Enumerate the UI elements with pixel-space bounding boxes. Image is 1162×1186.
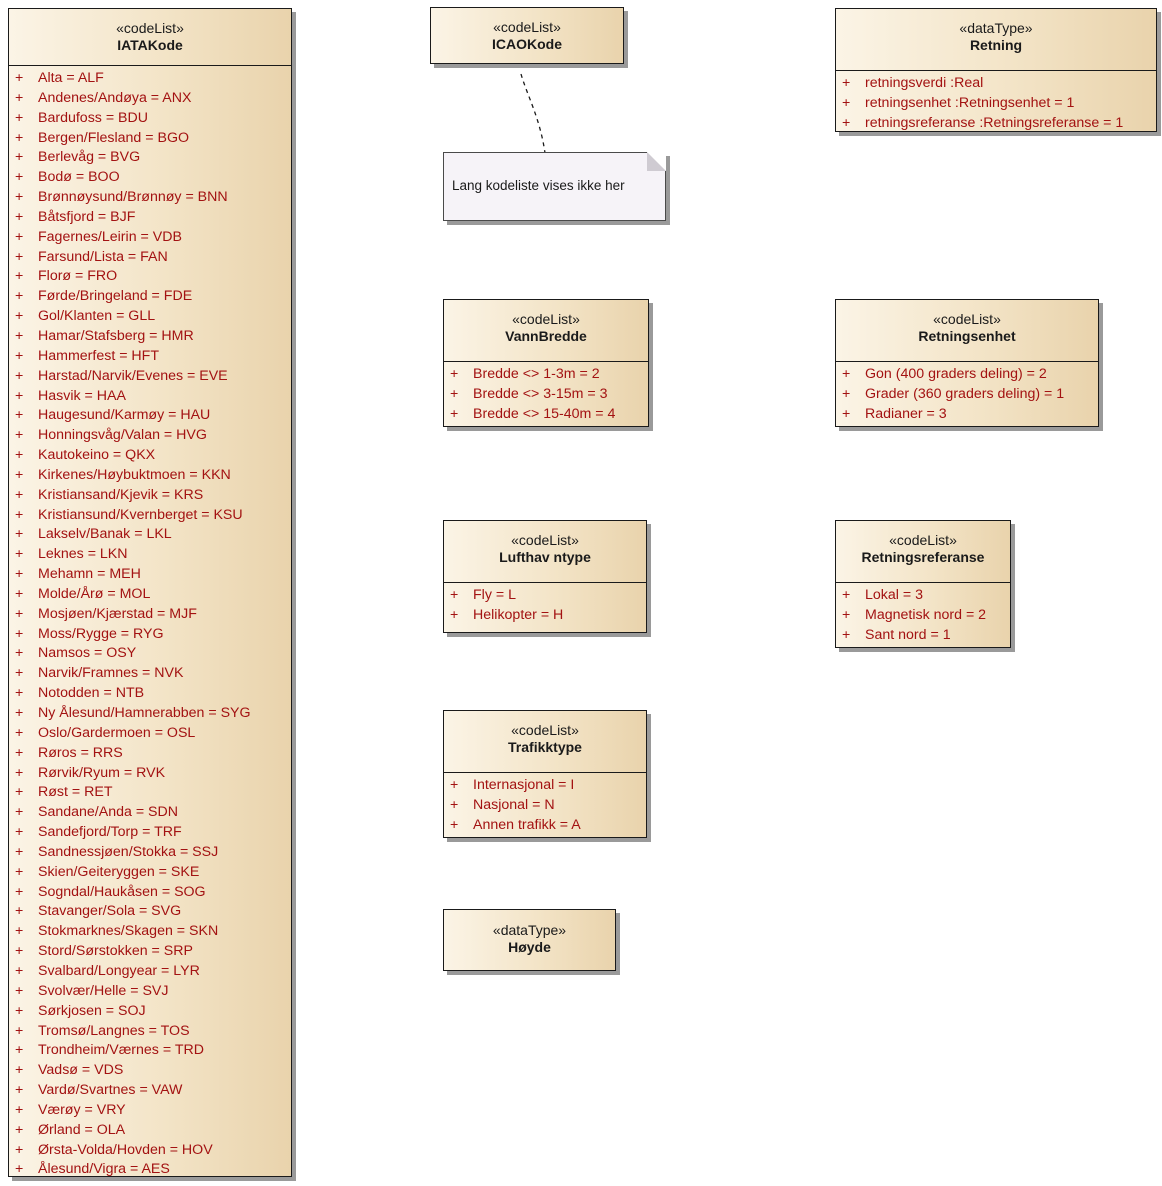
attribute-row[interactable] bbox=[836, 74, 1156, 94]
attribute-text: retningsverdi :Real bbox=[865, 75, 984, 91]
public-visibility-icon: + bbox=[15, 824, 24, 841]
public-visibility-icon: + bbox=[15, 1062, 24, 1079]
public-visibility-icon: + bbox=[15, 228, 24, 245]
attribute-row[interactable] bbox=[836, 586, 1010, 606]
attribute-text: Andenes/Andøya = ANX bbox=[38, 89, 192, 106]
public-visibility-icon: + bbox=[15, 407, 24, 424]
attribute-row[interactable] bbox=[9, 962, 291, 982]
public-visibility-icon: + bbox=[15, 1161, 24, 1178]
attribute-row[interactable] bbox=[836, 365, 1098, 385]
attribute-row[interactable] bbox=[9, 744, 291, 764]
attribute-row[interactable] bbox=[444, 385, 648, 405]
public-visibility-icon: + bbox=[450, 587, 459, 603]
attribute-row[interactable] bbox=[9, 545, 291, 565]
class-iatakode[interactable] bbox=[8, 8, 292, 1177]
attribute-text: Oslo/Gardermoen = OSL bbox=[38, 724, 196, 741]
attribute-row[interactable] bbox=[9, 625, 291, 645]
attribute-list bbox=[836, 361, 1098, 425]
attribute-text: Kristiansand/Kjevik = KRS bbox=[38, 486, 204, 503]
attribute-text: Bredde <> 15-40m = 4 bbox=[473, 405, 616, 422]
attribute-text: Fly = L bbox=[473, 587, 516, 603]
attribute-text: Narvik/Framnes = NVK bbox=[38, 665, 184, 682]
public-visibility-icon: + bbox=[15, 605, 24, 622]
attribute-row[interactable] bbox=[9, 1121, 291, 1141]
attribute-text: Mehamn = MEH bbox=[38, 566, 141, 583]
public-visibility-icon: + bbox=[842, 75, 851, 91]
class-name: Retningsreferanse bbox=[861, 549, 985, 565]
attribute-text: Kautokeino = QKX bbox=[38, 447, 156, 464]
public-visibility-icon: + bbox=[15, 724, 24, 741]
attribute-row[interactable] bbox=[9, 69, 291, 89]
public-visibility-icon: + bbox=[15, 248, 24, 265]
attribute-text: Kirkenes/Høybuktmoen = KKN bbox=[38, 466, 231, 483]
public-visibility-icon: + bbox=[450, 385, 459, 402]
class-name: ICAOKode bbox=[492, 36, 562, 52]
public-visibility-icon: + bbox=[15, 70, 24, 86]
public-visibility-icon: + bbox=[15, 705, 24, 721]
public-visibility-icon: + bbox=[15, 784, 24, 801]
public-visibility-icon: + bbox=[15, 526, 24, 543]
attribute-row[interactable] bbox=[9, 109, 291, 129]
attribute-row[interactable] bbox=[9, 902, 291, 922]
public-visibility-icon: + bbox=[15, 843, 24, 860]
attribute-text: Bredde <> 3-15m = 3 bbox=[473, 385, 608, 402]
attribute-text: Nasjonal = N bbox=[473, 796, 555, 813]
public-visibility-icon: + bbox=[15, 685, 24, 702]
attribute-row[interactable] bbox=[9, 704, 291, 724]
attribute-row[interactable] bbox=[9, 367, 291, 387]
attribute-row[interactable] bbox=[9, 406, 291, 426]
attribute-text: Bergen/Flesland = BGO bbox=[38, 129, 190, 146]
public-visibility-icon: + bbox=[15, 89, 24, 106]
class-retningsenhet[interactable] bbox=[835, 299, 1099, 427]
attribute-text: Kristiansund/Kvernberget = KSU bbox=[38, 506, 243, 523]
attribute-text: Brønnøysund/Brønnøy = BNN bbox=[38, 189, 228, 206]
public-visibility-icon: + bbox=[15, 645, 24, 662]
public-visibility-icon: + bbox=[15, 506, 24, 523]
attribute-text: Annen trafikk = A bbox=[473, 816, 581, 833]
attribute-row[interactable] bbox=[9, 188, 291, 208]
attribute-text: Radianer = 3 bbox=[865, 405, 947, 422]
attribute-text: Trondheim/Værnes = TRD bbox=[38, 1042, 204, 1059]
attribute-text: Moss/Rygge = RYG bbox=[38, 625, 164, 642]
attribute-text: Bredde <> 1-3m = 2 bbox=[473, 366, 600, 382]
attribute-text: Notodden = NTB bbox=[38, 685, 145, 702]
stereotype-label: «codeList» bbox=[933, 311, 1001, 327]
public-visibility-icon: + bbox=[15, 288, 24, 305]
attribute-row[interactable] bbox=[9, 843, 291, 863]
attribute-text: Sandefjord/Torp = TRF bbox=[38, 824, 182, 841]
attribute-row[interactable] bbox=[444, 776, 646, 796]
public-visibility-icon: + bbox=[15, 367, 24, 384]
attribute-row[interactable] bbox=[9, 823, 291, 843]
attribute-row[interactable] bbox=[836, 626, 1010, 646]
attribute-row[interactable] bbox=[9, 148, 291, 168]
public-visibility-icon: + bbox=[15, 923, 24, 940]
attribute-row[interactable] bbox=[9, 1041, 291, 1061]
attribute-text: Leknes = LKN bbox=[38, 546, 128, 563]
attribute-row[interactable] bbox=[9, 446, 291, 466]
public-visibility-icon: + bbox=[15, 764, 24, 781]
attribute-row[interactable] bbox=[9, 89, 291, 109]
attribute-row[interactable] bbox=[836, 114, 1156, 134]
public-visibility-icon: + bbox=[450, 796, 459, 813]
attribute-text: Ørland = OLA bbox=[38, 1121, 126, 1138]
public-visibility-icon: + bbox=[15, 327, 24, 344]
attribute-row[interactable] bbox=[9, 764, 291, 784]
attribute-text: Grader (360 graders deling) = 1 bbox=[865, 385, 1065, 402]
attribute-row[interactable] bbox=[9, 248, 291, 268]
public-visibility-icon: + bbox=[15, 962, 24, 979]
attribute-row[interactable] bbox=[9, 486, 291, 506]
public-visibility-icon: + bbox=[15, 943, 24, 960]
public-visibility-icon: + bbox=[15, 1101, 24, 1118]
attribute-text: Stord/Sørstokken = SRP bbox=[38, 943, 193, 960]
public-visibility-icon: + bbox=[842, 366, 851, 382]
attribute-row[interactable] bbox=[444, 365, 648, 385]
attribute-list bbox=[444, 772, 646, 836]
attribute-text: Ny Ålesund/Hamnerabben = SYG bbox=[38, 705, 251, 721]
class-name: Retning bbox=[969, 37, 1023, 53]
stereotype-label: «dataType» bbox=[492, 922, 567, 938]
attribute-text: Mosjøen/Kjærstad = MJF bbox=[38, 605, 197, 622]
attribute-row[interactable] bbox=[9, 1002, 291, 1022]
attribute-list bbox=[836, 582, 1010, 646]
public-visibility-icon: + bbox=[450, 777, 459, 793]
attribute-text: Skien/Geiteryggen = SKE bbox=[38, 863, 200, 880]
attribute-row[interactable] bbox=[9, 1160, 291, 1180]
public-visibility-icon: + bbox=[15, 208, 24, 225]
public-visibility-icon: + bbox=[15, 268, 24, 285]
public-visibility-icon: + bbox=[15, 169, 24, 186]
public-visibility-icon: + bbox=[15, 863, 24, 880]
public-visibility-icon: + bbox=[842, 114, 851, 131]
stereotype-label: «codeList» bbox=[493, 19, 561, 35]
public-visibility-icon: + bbox=[15, 546, 24, 563]
attribute-text: Stokmarknes/Skagen = SKN bbox=[38, 923, 219, 940]
attribute-row[interactable] bbox=[836, 94, 1156, 114]
attribute-text: Vardø/Svartnes = VAW bbox=[38, 1082, 183, 1099]
attribute-text: Berlevåg = BVG bbox=[38, 149, 141, 166]
note-fold-corner bbox=[647, 152, 666, 171]
attribute-text: Sant nord = 1 bbox=[865, 626, 951, 643]
attribute-text: Svolvær/Helle = SVJ bbox=[38, 982, 169, 999]
attribute-row[interactable] bbox=[9, 327, 291, 347]
public-visibility-icon: + bbox=[842, 405, 851, 422]
attribute-text: Båtsfjord = BJF bbox=[38, 208, 136, 225]
attribute-text: Svalbard/Longyear = LYR bbox=[38, 962, 200, 979]
attribute-row[interactable] bbox=[9, 1101, 291, 1121]
attribute-text: Lokal = 3 bbox=[865, 587, 923, 603]
attribute-text: Værøy = VRY bbox=[38, 1101, 126, 1118]
attribute-text: Sogndal/Haukåsen = SOG bbox=[38, 883, 206, 900]
attribute-text: Fagernes/Leirin = VDB bbox=[38, 228, 182, 245]
attribute-row[interactable] bbox=[836, 405, 1098, 425]
attribute-row[interactable] bbox=[9, 228, 291, 248]
note-text: Lang kodeliste vises ikke her bbox=[452, 178, 625, 193]
public-visibility-icon: + bbox=[15, 1042, 24, 1059]
attribute-row[interactable] bbox=[9, 466, 291, 486]
public-visibility-icon: + bbox=[842, 606, 851, 623]
stereotype-label: «codeList» bbox=[511, 532, 579, 548]
public-visibility-icon: + bbox=[15, 129, 24, 146]
attribute-row[interactable] bbox=[9, 605, 291, 625]
attribute-row[interactable] bbox=[9, 644, 291, 664]
attribute-row[interactable] bbox=[444, 816, 646, 836]
attribute-row[interactable] bbox=[444, 606, 646, 626]
attribute-row[interactable] bbox=[9, 307, 291, 327]
public-visibility-icon: + bbox=[842, 626, 851, 643]
attribute-row[interactable] bbox=[836, 385, 1098, 405]
public-visibility-icon: + bbox=[450, 606, 459, 623]
class-hoyde[interactable] bbox=[443, 909, 616, 971]
class-name: Retningsenhet bbox=[918, 328, 1016, 344]
attribute-list bbox=[836, 70, 1156, 134]
attribute-row[interactable] bbox=[9, 426, 291, 446]
class-name: Trafikktype bbox=[508, 739, 582, 755]
attribute-text: Sørkjosen = SOJ bbox=[38, 1002, 146, 1019]
attribute-row[interactable] bbox=[9, 565, 291, 585]
public-visibility-icon: + bbox=[842, 385, 851, 402]
attribute-row[interactable] bbox=[9, 922, 291, 942]
stereotype-label: «codeList» bbox=[511, 722, 579, 738]
attribute-row[interactable] bbox=[9, 783, 291, 803]
attribute-row[interactable] bbox=[9, 1141, 291, 1161]
attribute-text: Sandane/Anda = SDN bbox=[38, 804, 179, 821]
public-visibility-icon: + bbox=[15, 744, 24, 761]
class-retning[interactable] bbox=[835, 8, 1157, 132]
public-visibility-icon: + bbox=[15, 566, 24, 583]
attribute-text: Internasjonal = I bbox=[473, 777, 575, 793]
attribute-text: Hammerfest = HFT bbox=[38, 347, 160, 364]
stereotype-label: «codeList» bbox=[512, 311, 580, 327]
public-visibility-icon: + bbox=[15, 804, 24, 821]
public-visibility-icon: + bbox=[15, 585, 24, 602]
attribute-text: Førde/Bringeland = FDE bbox=[38, 288, 193, 305]
attribute-row[interactable] bbox=[9, 267, 291, 287]
attribute-row[interactable] bbox=[9, 942, 291, 962]
attribute-text: Ørsta-Volda/Hovden = HOV bbox=[38, 1141, 213, 1158]
public-visibility-icon: + bbox=[15, 982, 24, 999]
attribute-row[interactable] bbox=[9, 1061, 291, 1081]
class-trafikktype[interactable] bbox=[443, 710, 647, 838]
public-visibility-icon: + bbox=[15, 625, 24, 642]
attribute-text: Namsos = OSY bbox=[38, 645, 137, 662]
attribute-list bbox=[444, 582, 646, 626]
attribute-row[interactable] bbox=[9, 1081, 291, 1101]
public-visibility-icon: + bbox=[450, 405, 459, 422]
stereotype-label: «codeList» bbox=[116, 20, 184, 36]
public-visibility-icon: + bbox=[842, 94, 851, 111]
attribute-text: Røros = RRS bbox=[38, 744, 123, 761]
attribute-text: Bardufoss = BDU bbox=[38, 109, 149, 126]
attribute-text: Bodø = BOO bbox=[38, 169, 120, 186]
attribute-text: Stavanger/Sola = SVG bbox=[38, 903, 182, 920]
public-visibility-icon: + bbox=[15, 883, 24, 900]
public-visibility-icon: + bbox=[15, 189, 24, 206]
attribute-row[interactable] bbox=[9, 883, 291, 903]
attribute-text: Hasvik = HAA bbox=[38, 387, 126, 404]
attribute-row[interactable] bbox=[9, 168, 291, 188]
public-visibility-icon: + bbox=[15, 347, 24, 364]
attribute-row[interactable] bbox=[444, 405, 648, 425]
attribute-text: retningsenhet :Retningsenhet = 1 bbox=[865, 94, 1075, 111]
public-visibility-icon: + bbox=[15, 466, 24, 483]
attribute-row[interactable] bbox=[9, 525, 291, 545]
public-visibility-icon: + bbox=[15, 1141, 24, 1158]
attribute-text: Tromsø/Langnes = TOS bbox=[38, 1022, 190, 1039]
attribute-row[interactable] bbox=[9, 1022, 291, 1042]
attribute-text: Vadsø = VDS bbox=[38, 1062, 124, 1079]
attribute-row[interactable] bbox=[9, 982, 291, 1002]
attribute-text: Helikopter = H bbox=[473, 606, 564, 623]
note-box[interactable] bbox=[443, 152, 666, 221]
attribute-text: Magnetisk nord = 2 bbox=[865, 606, 987, 623]
public-visibility-icon: + bbox=[450, 816, 459, 833]
public-visibility-icon: + bbox=[15, 903, 24, 920]
public-visibility-icon: + bbox=[15, 1002, 24, 1019]
attribute-text: Honningsvåg/Valan = HVG bbox=[38, 427, 207, 444]
attribute-row[interactable] bbox=[9, 208, 291, 228]
attribute-text: Røst = RET bbox=[38, 784, 113, 801]
public-visibility-icon: + bbox=[15, 427, 24, 444]
attribute-text: retningsreferanse :Retningsreferanse = 1 bbox=[865, 114, 1124, 131]
attribute-text: Harstad/Narvik/Evenes = EVE bbox=[38, 367, 228, 384]
public-visibility-icon: + bbox=[450, 366, 459, 382]
attribute-text: Lakselv/Banak = LKL bbox=[38, 526, 172, 543]
class-vannbredde[interactable] bbox=[443, 299, 649, 427]
attribute-text: Farsund/Lista = FAN bbox=[38, 248, 168, 265]
public-visibility-icon: + bbox=[15, 149, 24, 166]
attribute-row[interactable] bbox=[9, 287, 291, 307]
class-lufthavntype[interactable] bbox=[443, 520, 647, 633]
attribute-text: Florø = FRO bbox=[38, 268, 118, 285]
attribute-text: Sandnessjøen/Stokka = SSJ bbox=[38, 843, 219, 860]
attribute-row[interactable] bbox=[444, 796, 646, 816]
stereotype-label: «dataType» bbox=[959, 20, 1033, 36]
attribute-list bbox=[9, 65, 291, 1180]
attribute-row[interactable] bbox=[9, 863, 291, 883]
attribute-row[interactable] bbox=[9, 803, 291, 823]
public-visibility-icon: + bbox=[15, 387, 24, 404]
attribute-row[interactable] bbox=[9, 347, 291, 367]
attribute-text: Rørvik/Ryum = RVK bbox=[38, 764, 166, 781]
public-visibility-icon: + bbox=[15, 1121, 24, 1138]
public-visibility-icon: + bbox=[15, 486, 24, 503]
attribute-row[interactable] bbox=[836, 606, 1010, 626]
public-visibility-icon: + bbox=[15, 665, 24, 682]
public-visibility-icon: + bbox=[15, 1082, 24, 1099]
attribute-row[interactable] bbox=[9, 506, 291, 526]
stereotype-label: «codeList» bbox=[889, 532, 957, 548]
attribute-text: Alta = ALF bbox=[38, 70, 104, 86]
attribute-row[interactable] bbox=[9, 724, 291, 744]
class-name: VannBredde bbox=[505, 328, 587, 344]
attribute-text: Ålesund/Vigra = AES bbox=[38, 1161, 170, 1178]
attribute-row[interactable] bbox=[9, 387, 291, 407]
public-visibility-icon: + bbox=[15, 1022, 24, 1039]
attribute-text: Hamar/Stafsberg = HMR bbox=[38, 327, 194, 344]
attribute-list bbox=[444, 361, 648, 425]
attribute-row[interactable] bbox=[9, 585, 291, 605]
attribute-text: Molde/Årø = MOL bbox=[38, 585, 151, 602]
public-visibility-icon: + bbox=[15, 109, 24, 126]
class-retningsreferanse[interactable] bbox=[835, 520, 1011, 648]
attribute-text: Gol/Klanten = GLL bbox=[38, 308, 156, 325]
attribute-text: Haugesund/Karmøy = HAU bbox=[38, 407, 211, 424]
public-visibility-icon: + bbox=[15, 308, 24, 325]
class-name: Høyde bbox=[508, 939, 551, 955]
public-visibility-icon: + bbox=[15, 447, 24, 464]
class-name: IATAKode bbox=[117, 37, 183, 53]
attribute-row[interactable] bbox=[9, 664, 291, 684]
attribute-row[interactable] bbox=[9, 684, 291, 704]
note-connector bbox=[521, 74, 545, 153]
public-visibility-icon: + bbox=[842, 587, 851, 603]
class-name: Lufthav ntype bbox=[499, 549, 591, 565]
attribute-row[interactable] bbox=[444, 586, 646, 606]
class-icaokode[interactable] bbox=[430, 7, 624, 64]
attribute-text: Gon (400 graders deling) = 2 bbox=[865, 366, 1047, 382]
attribute-row[interactable] bbox=[9, 129, 291, 149]
